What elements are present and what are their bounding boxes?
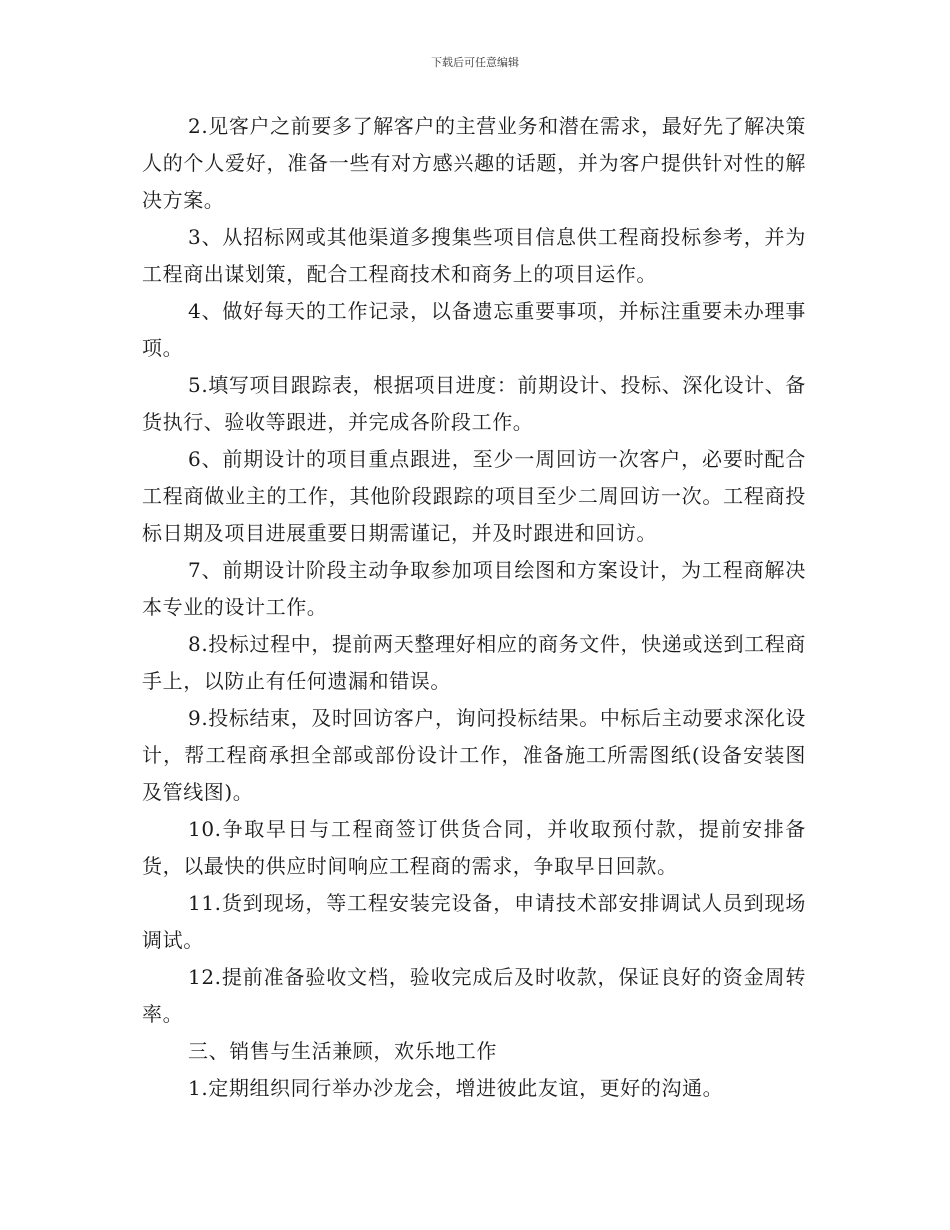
paragraph-item-2: 2.见客户之前要多了解客户的主营业务和潜在需求，最好先了解决策人的个人爱好，准备一些有对方感兴趣的话题，并为客户提供针对性的解决方案。 <box>142 114 806 212</box>
paragraph-item-4: 4、做好每天的工作记录，以备遗忘重要事项，并标注重要未办理事项。 <box>142 299 806 360</box>
paragraph-item-11: 11.货到现场，等工程安装完设备，申请技术部安排调试人员到现场调试。 <box>142 891 806 952</box>
document-body <box>142 108 806 1107</box>
page-header: 下载后可任意编辑 <box>431 56 519 69</box>
paragraph-item-6: 6、前期设计的项目重点跟进，至少一周回访一次客户，必要时配合工程商做业主的工作，其他阶段跟踪的项目至少二周回访一次。工程商投标日期及项目进展重要日期需谨记，并及时跟进和回访。 <box>142 447 806 545</box>
paragraph-item-1: 1.定期组织同行举办沙龙会，增进彼此友谊，更好的沟通。 <box>188 1076 724 1100</box>
paragraph-item-5: 5.填写项目跟踪表，根据项目进度：前期设计、投标、深化设计、备货执行、验收等跟进，并完成各阶段工作。 <box>142 373 806 434</box>
paragraph-item-12: 12.提前准备验收文档，验收完成后及时收款，保证良好的资金周转率。 <box>142 965 806 1026</box>
section-heading: 三、销售与生活兼顾，欢乐地工作 <box>188 1039 497 1063</box>
paragraph-item-8: 8.投标过程中，提前两天整理好相应的商务文件，快递或送到工程商手上，以防止有任何遗漏和错误。 <box>142 632 806 693</box>
paragraph-item-7: 7、前期设计阶段主动争取参加项目绘图和方案设计，为工程商解决本专业的设计工作。 <box>142 558 806 619</box>
paragraph-item-3: 3、从招标网或其他渠道多搜集些项目信息供工程商投标参考，并为工程商出谋划策，配合工程商技术和商务上的项目运作。 <box>142 225 806 286</box>
paragraph-item-10: 10.争取早日与工程商签订供货合同，并收取预付款，提前安排备货，以最快的供应时间响应工程商的需求，争取早日回款。 <box>142 817 806 878</box>
paragraph-item-9: 9.投标结束，及时回访客户，询问投标结果。中标后主动要求深化设计，帮工程商承担全部或部份设计工作，准备施工所需图纸(设备安装图及管线图)。 <box>142 706 806 804</box>
